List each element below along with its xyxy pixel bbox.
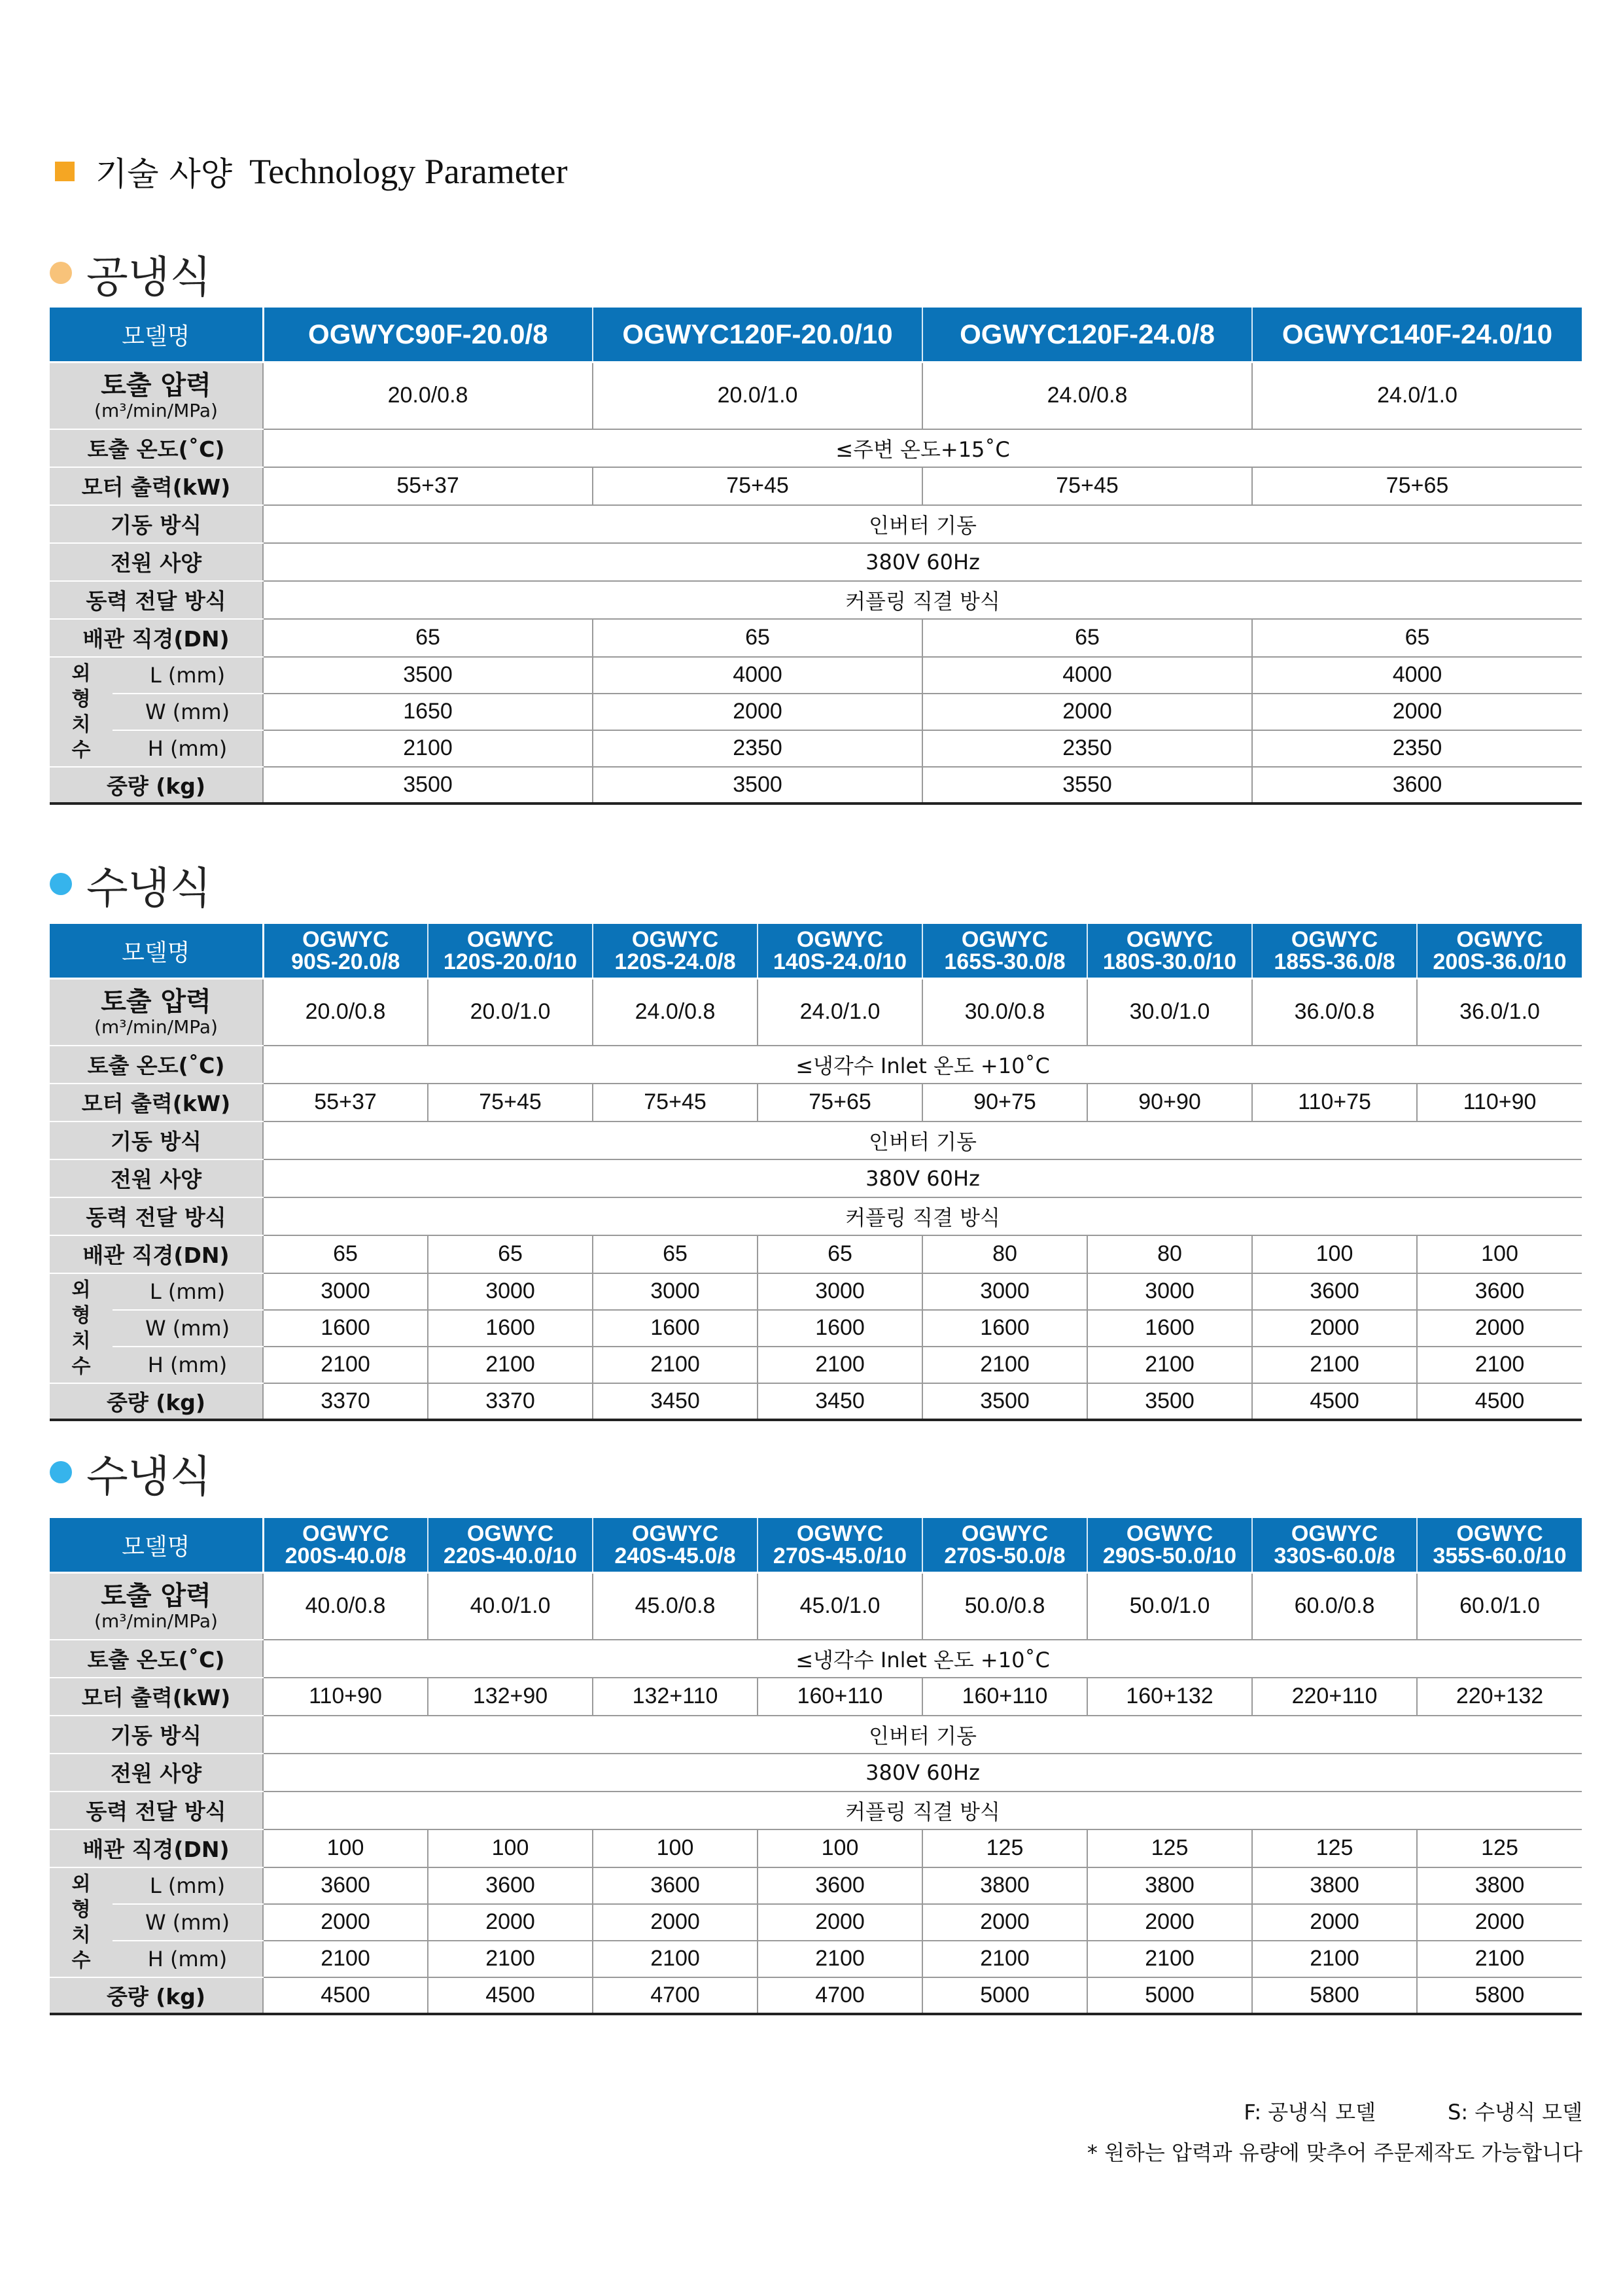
circle-bullet-icon [50,262,72,284]
pipe-label: 배관 직경(DN) [50,1829,263,1867]
width-value: 2000 [263,1904,428,1941]
length-value: 3600 [758,1867,922,1904]
width-value: 1600 [428,1310,593,1347]
width-value: 2000 [1252,694,1582,730]
width-label: W (mm) [113,694,263,730]
model-name [263,1518,428,1573]
temp-value: ≤냉각수 Inlet 온도 +10˚C [263,1046,1582,1084]
length-value: 3600 [1417,1273,1582,1310]
pressure-label-main: 토출 압력 [101,1580,211,1611]
width-value: 2000 [593,694,922,730]
model-name-line2: 120S-24.0/8 [614,949,736,974]
length-value: 3000 [428,1273,593,1310]
temp-label: 토출 온도(˚C) [50,1046,263,1084]
pressure-value: 20.0/0.8 [263,362,593,429]
bullet-square-icon [55,162,75,181]
pipe-value: 65 [758,1235,922,1273]
model-name [1417,924,1582,979]
height-value: 2100 [1087,1941,1252,1977]
length-value: 3800 [1252,1867,1417,1904]
pipe-label: 배관 직경(DN) [50,1235,263,1273]
weight-value: 3500 [263,767,593,804]
model-name-line2: 330S-60.0/8 [1274,1544,1395,1568]
length-value: 3800 [1417,1867,1582,1904]
pipe-value: 100 [263,1829,428,1867]
width-value: 2000 [1252,1310,1417,1347]
model-name [758,1518,922,1573]
power-value: 380V 60Hz [263,1159,1582,1197]
height-value: 2100 [263,1941,428,1977]
dimensions-label [50,1867,113,1977]
pipe-value: 125 [1252,1829,1417,1867]
width-value: 2000 [428,1904,593,1941]
pressure-value: 45.0/0.8 [593,1573,758,1640]
width-value: 1600 [922,1310,1087,1347]
motor-value: 75+65 [758,1084,922,1122]
model-name-line2: 90S-20.0/8 [291,949,400,974]
motor-value: 90+75 [922,1084,1087,1122]
height-label: H (mm) [113,730,263,767]
weight-label: 중량 (kg) [50,767,263,804]
header-title-en: Technology Parameter [249,152,568,191]
model-name-line2: 220S-40.0/10 [443,1544,578,1568]
model-label: 모델명 [50,308,263,362]
motor-value: 75+45 [922,467,1252,505]
start-label: 기동 방식 [50,1122,263,1159]
width-value: 2000 [922,694,1252,730]
length-value: 3500 [263,657,593,694]
length-value: 3600 [263,1867,428,1904]
model-name: OGWYC120F-24.0/8 [922,308,1252,362]
motor-value: 160+110 [922,1678,1087,1716]
model-name: OGWYC120F-20.0/10 [593,308,922,362]
drive-value: 커플링 직결 방식 [263,1197,1582,1235]
width-value: 1600 [758,1310,922,1347]
model-name-line1: OGWYC [961,927,1049,952]
pipe-value: 125 [1087,1829,1252,1867]
height-value: 2100 [1252,1347,1417,1383]
dimensions-label [50,657,113,767]
drive-label: 동력 전달 방식 [50,1792,263,1829]
pipe-value: 125 [922,1829,1087,1867]
footer-note: * 원하는 압력과 유량에 맞추어 주문제작도 가능합니다 [1087,2140,1582,2165]
drive-label: 동력 전달 방식 [50,1197,263,1235]
length-value: 3800 [922,1867,1087,1904]
motor-value: 110+90 [1417,1084,1582,1122]
pressure-value: 20.0/1.0 [593,362,922,429]
model-name-line2: 270S-45.0/10 [773,1544,907,1568]
motor-value: 75+45 [593,467,922,505]
circle-bullet-icon [50,1461,72,1483]
pipe-value: 100 [428,1829,593,1867]
weight-value: 4500 [428,1977,593,2014]
pipe-value: 65 [1252,619,1582,657]
model-name-line2: 140S-24.0/10 [773,949,907,974]
length-value: 4000 [922,657,1252,694]
height-value: 2350 [922,730,1252,767]
length-value: 4000 [593,657,922,694]
dimensions-label [50,1273,113,1383]
motor-label: 모터 출력(kW) [50,1084,263,1122]
pipe-value: 65 [593,619,922,657]
pressure-value: 45.0/1.0 [758,1573,922,1640]
weight-value: 5800 [1252,1977,1417,2014]
pressure-value: 24.0/0.8 [593,979,758,1046]
drive-value: 커플링 직결 방식 [263,1792,1582,1829]
width-value: 2000 [1417,1310,1582,1347]
width-value: 2000 [922,1904,1087,1941]
power-value: 380V 60Hz [263,1754,1582,1792]
height-value: 2100 [1087,1347,1252,1383]
model-name [922,924,1087,979]
pipe-value: 65 [922,619,1252,657]
weight-value: 4500 [1252,1383,1417,1420]
pipe-label: 배관 직경(DN) [50,619,263,657]
pressure-value: 30.0/0.8 [922,979,1087,1046]
model-name [1252,924,1417,979]
model-name-line1: OGWYC [1291,927,1378,952]
pressure-value: 20.0/0.8 [263,979,428,1046]
page-header [55,145,568,198]
height-value: 2100 [263,1347,428,1383]
width-value: 1650 [263,694,593,730]
height-value: 2100 [1252,1941,1417,1977]
power-label: 전원 사양 [50,1159,263,1197]
pressure-label [50,1573,263,1640]
pressure-value: 30.0/1.0 [1087,979,1252,1046]
pressure-label-main: 토출 압력 [101,370,211,400]
model-name: OGWYC140F-24.0/10 [1252,308,1582,362]
pressure-label-unit: (m³/min/MPa) [94,399,218,421]
pipe-value: 100 [1417,1235,1582,1273]
length-value: 4000 [1252,657,1582,694]
pipe-value: 65 [263,1235,428,1273]
model-name-line2: 290S-50.0/10 [1102,1544,1237,1568]
model-name-line1: OGWYC [1456,1521,1543,1546]
motor-value: 110+75 [1252,1084,1417,1122]
pressure-value: 24.0/1.0 [758,979,922,1046]
model-name [1417,1518,1582,1573]
height-value: 2100 [922,1347,1087,1383]
model-name-line1: OGWYC [961,1521,1049,1546]
model-name-line1: OGWYC [466,927,554,952]
motor-value: 160+132 [1087,1678,1252,1716]
motor-value: 75+65 [1252,467,1582,505]
model-name-line1: OGWYC [1291,1521,1378,1546]
height-value: 2100 [1417,1941,1582,1977]
width-value: 2000 [758,1904,922,1941]
height-label: H (mm) [113,1347,263,1383]
model-name-line1: OGWYC [466,1521,554,1546]
pressure-value: 50.0/1.0 [1087,1573,1252,1640]
width-value: 2000 [593,1904,758,1941]
legend-f: F: 공냉식 모델 [1244,2100,1376,2125]
height-value: 2350 [593,730,922,767]
height-value: 2100 [593,1347,758,1383]
pressure-label-unit: (m³/min/MPa) [94,1016,218,1038]
width-value: 2000 [1417,1904,1582,1941]
model-name-line2: 200S-36.0/10 [1433,949,1567,974]
model-name [1252,1518,1417,1573]
weight-value: 3370 [263,1383,428,1420]
motor-value: 132+110 [593,1678,758,1716]
pipe-value: 65 [428,1235,593,1273]
weight-value: 4500 [263,1977,428,2014]
pressure-label-main: 토출 압력 [101,986,211,1017]
model-name-line1: OGWYC [1126,1521,1213,1546]
temp-value: ≤냉각수 Inlet 온도 +10˚C [263,1640,1582,1678]
pipe-value: 65 [263,619,593,657]
weight-value: 3370 [428,1383,593,1420]
model-name-line1: OGWYC [631,1521,719,1546]
header-title-kr: 기술 사양 [96,155,233,193]
pressure-value: 24.0/0.8 [922,362,1252,429]
model-name [428,924,593,979]
pressure-value: 40.0/0.8 [263,1573,428,1640]
motor-label: 모터 출력(kW) [50,467,263,505]
length-value: 3800 [1087,1867,1252,1904]
model-name [922,1518,1087,1573]
motor-value: 55+37 [263,467,593,505]
weight-value: 3500 [593,767,922,804]
model-name-line1: OGWYC [302,927,389,952]
motor-value: 110+90 [263,1678,428,1716]
height-value: 2100 [428,1347,593,1383]
weight-value: 3450 [758,1383,922,1420]
temp-label: 토출 온도(˚C) [50,429,263,467]
section-title-text: 수냉식 [86,862,212,913]
model-name [593,1518,758,1573]
section-title-water-2 [50,1443,211,1502]
height-value: 2100 [593,1941,758,1977]
weight-value: 4700 [758,1977,922,2014]
motor-value: 220+132 [1417,1678,1582,1716]
pressure-value: 50.0/0.8 [922,1573,1087,1640]
length-value: 3000 [922,1273,1087,1310]
start-value: 인버터 기동 [263,505,1582,543]
pipe-value: 80 [922,1235,1087,1273]
model-name-line1: OGWYC [796,1521,884,1546]
model-label: 모델명 [50,1518,263,1573]
motor-value: 55+37 [263,1084,428,1122]
pipe-value: 125 [1417,1829,1582,1867]
start-value: 인버터 기동 [263,1716,1582,1754]
length-value: 3000 [593,1273,758,1310]
pressure-value: 60.0/0.8 [1252,1573,1417,1640]
temp-label: 토출 온도(˚C) [50,1640,263,1678]
pipe-value: 100 [593,1829,758,1867]
motor-value: 90+90 [1087,1084,1252,1122]
motor-value: 75+45 [593,1084,758,1122]
temp-value: ≤주변 온도+15˚C [263,429,1582,467]
length-value: 3000 [758,1273,922,1310]
width-value: 1600 [1087,1310,1252,1347]
motor-value: 132+90 [428,1678,593,1716]
height-value: 2350 [1252,730,1582,767]
model-name [1087,1518,1252,1573]
section-title-text: 수냉식 [86,1451,212,1502]
motor-value: 160+110 [758,1678,922,1716]
weight-label: 중량 (kg) [50,1383,263,1420]
model-name-line1: OGWYC [302,1521,389,1546]
model-name-line2: 240S-45.0/8 [614,1544,736,1568]
pressure-value: 36.0/0.8 [1252,979,1417,1046]
model-name-line2: 200S-40.0/8 [285,1544,406,1568]
drive-label: 동력 전달 방식 [50,581,263,619]
weight-value: 5000 [922,1977,1087,2014]
motor-label: 모터 출력(kW) [50,1678,263,1716]
length-value: 3000 [263,1273,428,1310]
model-name-line2: 180S-30.0/10 [1102,949,1237,974]
model-name [263,924,428,979]
model-name-line2: 355S-60.0/10 [1433,1544,1567,1568]
pressure-label-unit: (m³/min/MPa) [94,1610,218,1632]
width-value: 1600 [263,1310,428,1347]
spec-table-water-1 [50,924,1582,1421]
motor-value: 220+110 [1252,1678,1417,1716]
weight-value: 3600 [1252,767,1582,804]
length-label: L (mm) [113,1273,263,1310]
power-label: 전원 사양 [50,1754,263,1792]
legend-s: S: 수냉식 모델 [1448,2100,1582,2125]
width-value: 1600 [593,1310,758,1347]
weight-label: 중량 (kg) [50,1977,263,2014]
height-value: 2100 [428,1941,593,1977]
width-label: W (mm) [113,1310,263,1347]
height-value: 2100 [922,1941,1087,1977]
width-value: 2000 [1087,1904,1252,1941]
motor-value: 75+45 [428,1084,593,1122]
pipe-value: 65 [593,1235,758,1273]
start-value: 인버터 기동 [263,1122,1582,1159]
length-value: 3600 [1252,1273,1417,1310]
model-name [1087,924,1252,979]
height-value: 2100 [758,1941,922,1977]
length-label: L (mm) [113,1867,263,1904]
weight-value: 4500 [1417,1383,1582,1420]
footer-legend [1244,2096,1582,2126]
model-name-line2: 185S-36.0/8 [1274,949,1395,974]
pressure-value: 60.0/1.0 [1417,1573,1582,1640]
width-value: 2000 [1252,1904,1417,1941]
length-value: 3600 [428,1867,593,1904]
length-value: 3000 [1087,1273,1252,1310]
pressure-label [50,362,263,429]
weight-value: 5800 [1417,1977,1582,2014]
length-label: L (mm) [113,657,263,694]
drive-value: 커플링 직결 방식 [263,581,1582,619]
height-value: 2100 [263,730,593,767]
dimensions-label-text: 외 형 치 수 [71,662,91,762]
weight-value: 3500 [1087,1383,1252,1420]
pipe-value: 80 [1087,1235,1252,1273]
model-name-line2: 270S-50.0/8 [944,1544,1066,1568]
length-value: 3600 [593,1867,758,1904]
power-value: 380V 60Hz [263,543,1582,581]
section-title-text: 공냉식 [86,251,212,302]
pressure-value: 20.0/1.0 [428,979,593,1046]
pipe-value: 100 [758,1829,922,1867]
weight-value: 5000 [1087,1977,1252,2014]
pressure-label [50,979,263,1046]
model-name-line1: OGWYC [631,927,719,952]
model-name-line1: OGWYC [796,927,884,952]
dimensions-label-text: 외 형 치 수 [71,1872,91,1972]
model-label: 모델명 [50,924,263,979]
pressure-value: 24.0/1.0 [1252,362,1582,429]
section-title-water-1 [50,855,211,913]
model-name-line2: 120S-20.0/10 [443,949,578,974]
weight-value: 4700 [593,1977,758,2014]
spec-table-air [50,308,1582,805]
spec-table-water-2 [50,1518,1582,2015]
start-label: 기동 방식 [50,1716,263,1754]
power-label: 전원 사양 [50,543,263,581]
dimensions-label-text: 외 형 치 수 [71,1278,91,1378]
pipe-value: 100 [1252,1235,1417,1273]
weight-value: 3450 [593,1383,758,1420]
pressure-value: 40.0/1.0 [428,1573,593,1640]
model-name [428,1518,593,1573]
model-name [593,924,758,979]
weight-value: 3550 [922,767,1252,804]
circle-bullet-icon [50,873,72,895]
width-label: W (mm) [113,1904,263,1941]
weight-value: 3500 [922,1383,1087,1420]
section-title-air [50,243,211,302]
model-name: OGWYC90F-20.0/8 [263,308,593,362]
pressure-value: 36.0/1.0 [1417,979,1582,1046]
start-label: 기동 방식 [50,505,263,543]
height-label: H (mm) [113,1941,263,1977]
model-name-line1: OGWYC [1126,927,1213,952]
height-value: 2100 [758,1347,922,1383]
model-name-line1: OGWYC [1456,927,1543,952]
height-value: 2100 [1417,1347,1582,1383]
model-name-line2: 165S-30.0/8 [944,949,1066,974]
model-name [758,924,922,979]
